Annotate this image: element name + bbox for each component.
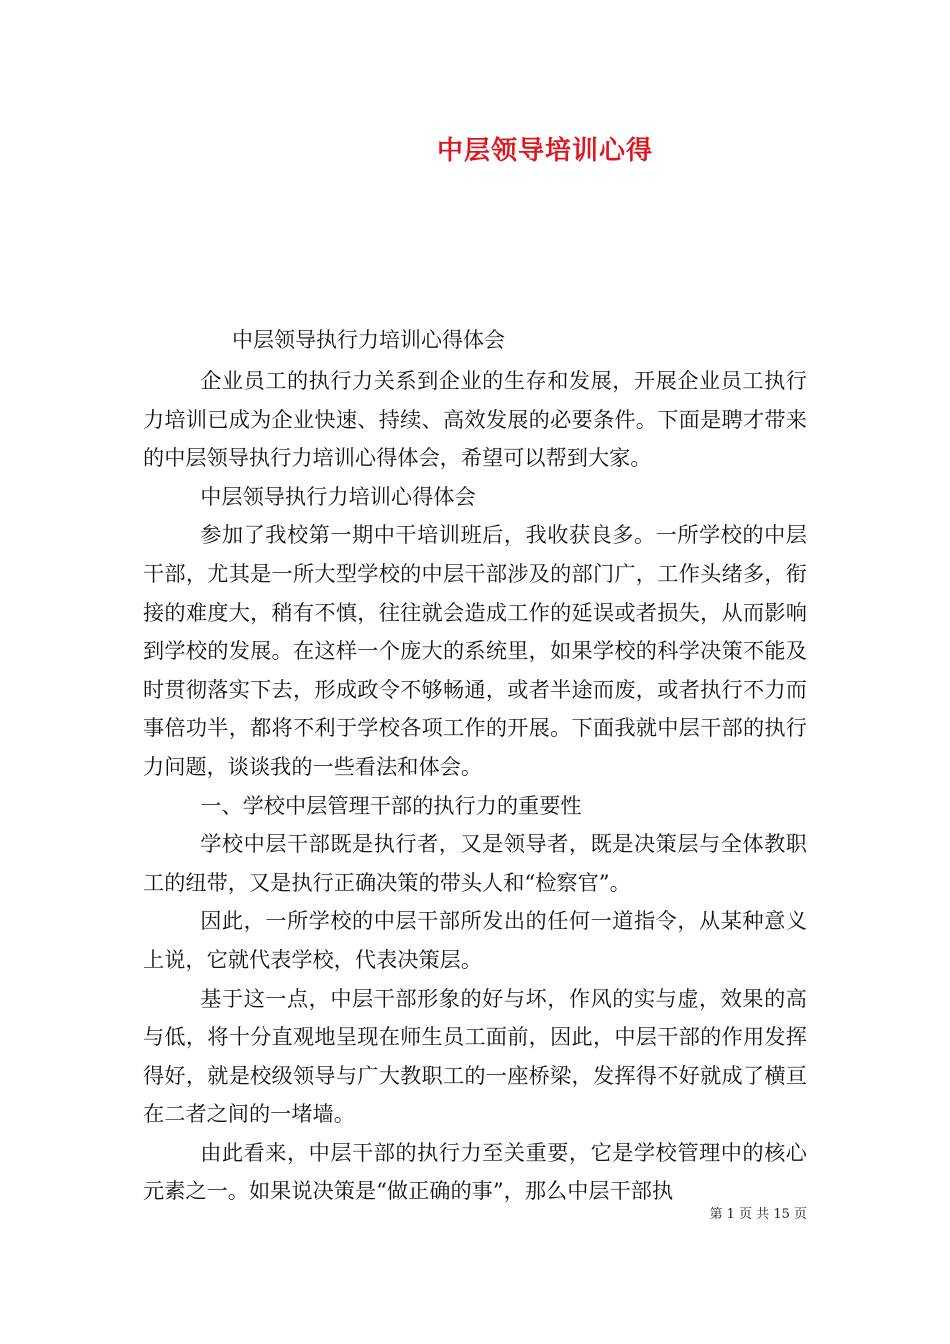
paragraph: 企业员工的执行力关系到企业的生存和发展，开展企业员工执行力培训已成为企业快速、持续、高效发展的必要条件。下面是聘才带来的中层领导执行力培训心得体会，希望可以帮到大家。: [143, 368, 807, 471]
section-heading: 中层领导执行力培训心得体会: [232, 328, 505, 352]
page-number-footer: 第 1 页 共 15 页: [709, 1207, 807, 1222]
paragraph: 一、学校中层管理干部的执行力的重要性: [200, 792, 582, 818]
paragraph: 学校中层干部既是执行者，又是领导者，既是决策层与全体教职工的纽带，又是执行正确决策的带头人和“检察官”。: [143, 831, 807, 895]
paragraph: 因此，一所学校的中层干部所发出的任何一道指令，从某种意义上说，它就代表学校，代表决策层。: [143, 908, 807, 972]
document-body: [143, 362, 807, 1211]
paragraph: 中层领导执行力培训心得体会: [200, 483, 476, 509]
paragraph: 由此看来，中层干部的执行力至关重要，它是学校管理中的核心元素之一。如果说决策是“做正确的事”，那么中层干部执: [143, 1139, 807, 1204]
document-title: 中层领导培训心得: [436, 136, 653, 166]
paragraph: 基于这一点，中层干部形象的好与坏，作风的实与虚，效果的高与低，将十分直观地呈现在师生员工面前，因此，中层干部的作用发挥得好，就是校级领导与广大教职工的一座桥梁，发挥得不好就成了横亘在二者之间的一堵墙。: [143, 985, 807, 1127]
paragraph: 参加了我校第一期中干培训班后，我收获良多。一所学校的中层干部，尤其是一所大型学校的中层干部涉及的部门广，工作头绪多，衔接的难度大，稍有不慎，往往就会造成工作的延误或者损失，从而影响到学校的发展。在这样一个庞大的系统里，如果学校的科学决策不能及时贯彻落实下去，形成政令不够畅通，或者半途而废，或者执行不力而事倍功半，都将不利于学校各项工作的开展。下面我就中层干部的执行力问题，谈谈我的一些看法和体会。: [143, 522, 807, 779]
